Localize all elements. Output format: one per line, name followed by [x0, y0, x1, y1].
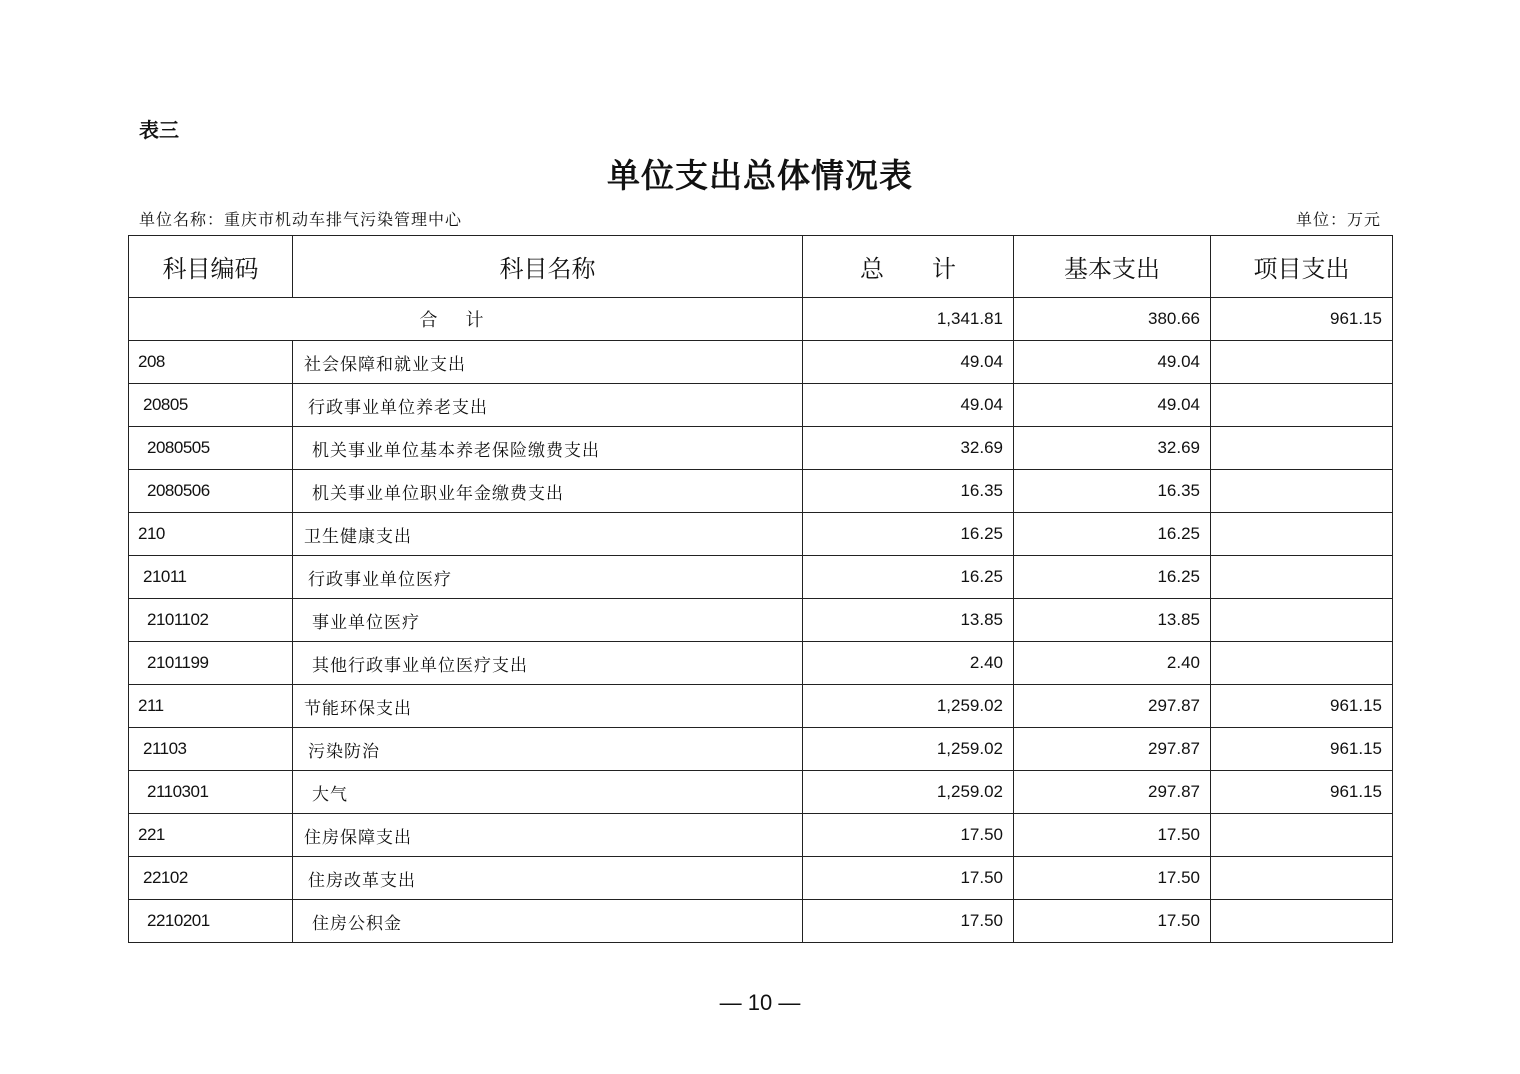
total-amount: 17.50 [803, 857, 1014, 900]
basic-amount: 2.40 [1014, 642, 1211, 685]
account-code: 210 [129, 513, 293, 556]
account-name: 事业单位医疗 [293, 599, 803, 642]
basic-amount: 49.04 [1014, 384, 1211, 427]
account-code: 2110301 [129, 771, 293, 814]
account-code: 2210201 [129, 900, 293, 943]
total-label: 合计 [129, 298, 803, 341]
account-code: 22102 [129, 857, 293, 900]
total-amount: 16.25 [803, 556, 1014, 599]
expenditure-table [128, 235, 1393, 943]
basic-amount: 16.35 [1014, 470, 1211, 513]
total-amount: 17.50 [803, 814, 1014, 857]
account-name: 住房改革支出 [293, 857, 803, 900]
table-label: 表三 [139, 118, 179, 142]
project-amount [1211, 470, 1393, 513]
account-name: 污染防治 [293, 728, 803, 771]
table-row [129, 857, 1393, 900]
project-amount [1211, 513, 1393, 556]
basic-amount: 16.25 [1014, 556, 1211, 599]
project-amount [1211, 642, 1393, 685]
account-name: 行政事业单位养老支出 [293, 384, 803, 427]
basic-amount: 16.25 [1014, 513, 1211, 556]
account-name: 行政事业单位医疗 [293, 556, 803, 599]
total-amount: 1,259.02 [803, 685, 1014, 728]
account-name: 社会保障和就业支出 [293, 341, 803, 384]
project-amount [1211, 341, 1393, 384]
project-amount [1211, 599, 1393, 642]
table-row [129, 599, 1393, 642]
table-row [129, 900, 1393, 943]
basic-amount: 297.87 [1014, 685, 1211, 728]
column-header-total: 总 计 [803, 236, 1014, 298]
project-amount: 961.15 [1211, 728, 1393, 771]
project-amount [1211, 900, 1393, 943]
total-amount: 13.85 [803, 599, 1014, 642]
account-name: 住房公积金 [293, 900, 803, 943]
table-row [129, 341, 1393, 384]
account-code: 2101199 [129, 642, 293, 685]
total-amount: 49.04 [803, 384, 1014, 427]
table-row [129, 556, 1393, 599]
total-project-amount: 961.15 [1211, 298, 1393, 341]
account-code: 208 [129, 341, 293, 384]
table-row [129, 814, 1393, 857]
table-row [129, 771, 1393, 814]
project-amount: 961.15 [1211, 771, 1393, 814]
basic-amount: 32.69 [1014, 427, 1211, 470]
project-amount: 961.15 [1211, 685, 1393, 728]
account-code: 20805 [129, 384, 293, 427]
account-code: 211 [129, 685, 293, 728]
table-row [129, 642, 1393, 685]
unit-measure: 单位：万元 [1295, 210, 1381, 229]
basic-amount: 17.50 [1014, 900, 1211, 943]
account-name: 机关事业单位职业年金缴费支出 [293, 470, 803, 513]
table-row [129, 384, 1393, 427]
total-amount: 1,341.81 [803, 298, 1014, 341]
account-code: 2080506 [129, 470, 293, 513]
account-code: 2080505 [129, 427, 293, 470]
project-amount [1211, 427, 1393, 470]
basic-amount: 13.85 [1014, 599, 1211, 642]
basic-amount: 49.04 [1014, 341, 1211, 384]
page-number: — 10 — [719, 990, 801, 1015]
total-amount: 49.04 [803, 341, 1014, 384]
project-amount [1211, 384, 1393, 427]
total-row [129, 298, 1393, 341]
total-amount: 32.69 [803, 427, 1014, 470]
project-amount [1211, 857, 1393, 900]
basic-amount: 297.87 [1014, 771, 1211, 814]
basic-amount: 17.50 [1014, 814, 1211, 857]
account-code: 2101102 [129, 599, 293, 642]
table-row [129, 685, 1393, 728]
account-code: 21103 [129, 728, 293, 771]
table-row [129, 470, 1393, 513]
unit-name: 单位名称：重庆市机动车排气污染管理中心 [139, 210, 463, 229]
project-amount [1211, 814, 1393, 857]
column-header-name: 科目名称 [293, 236, 803, 298]
total-basic-amount: 380.66 [1014, 298, 1211, 341]
column-header-code: 科目编码 [129, 236, 293, 298]
total-amount: 1,259.02 [803, 771, 1014, 814]
document-title: 单位支出总体情况表 [607, 156, 913, 195]
total-amount: 17.50 [803, 900, 1014, 943]
account-name: 卫生健康支出 [293, 513, 803, 556]
total-amount: 2.40 [803, 642, 1014, 685]
account-code: 221 [129, 814, 293, 857]
account-name: 大气 [293, 771, 803, 814]
total-amount: 16.25 [803, 513, 1014, 556]
account-code: 21011 [129, 556, 293, 599]
table-row [129, 427, 1393, 470]
account-name: 机关事业单位基本养老保险缴费支出 [293, 427, 803, 470]
basic-amount: 17.50 [1014, 857, 1211, 900]
column-header-basic: 基本支出 [1014, 236, 1211, 298]
table-header-row [129, 236, 1393, 298]
total-amount: 16.35 [803, 470, 1014, 513]
account-name: 节能环保支出 [293, 685, 803, 728]
table-row [129, 513, 1393, 556]
total-amount: 1,259.02 [803, 728, 1014, 771]
column-header-project: 项目支出 [1211, 236, 1393, 298]
account-name: 其他行政事业单位医疗支出 [293, 642, 803, 685]
table-row [129, 728, 1393, 771]
account-name: 住房保障支出 [293, 814, 803, 857]
project-amount [1211, 556, 1393, 599]
basic-amount: 297.87 [1014, 728, 1211, 771]
